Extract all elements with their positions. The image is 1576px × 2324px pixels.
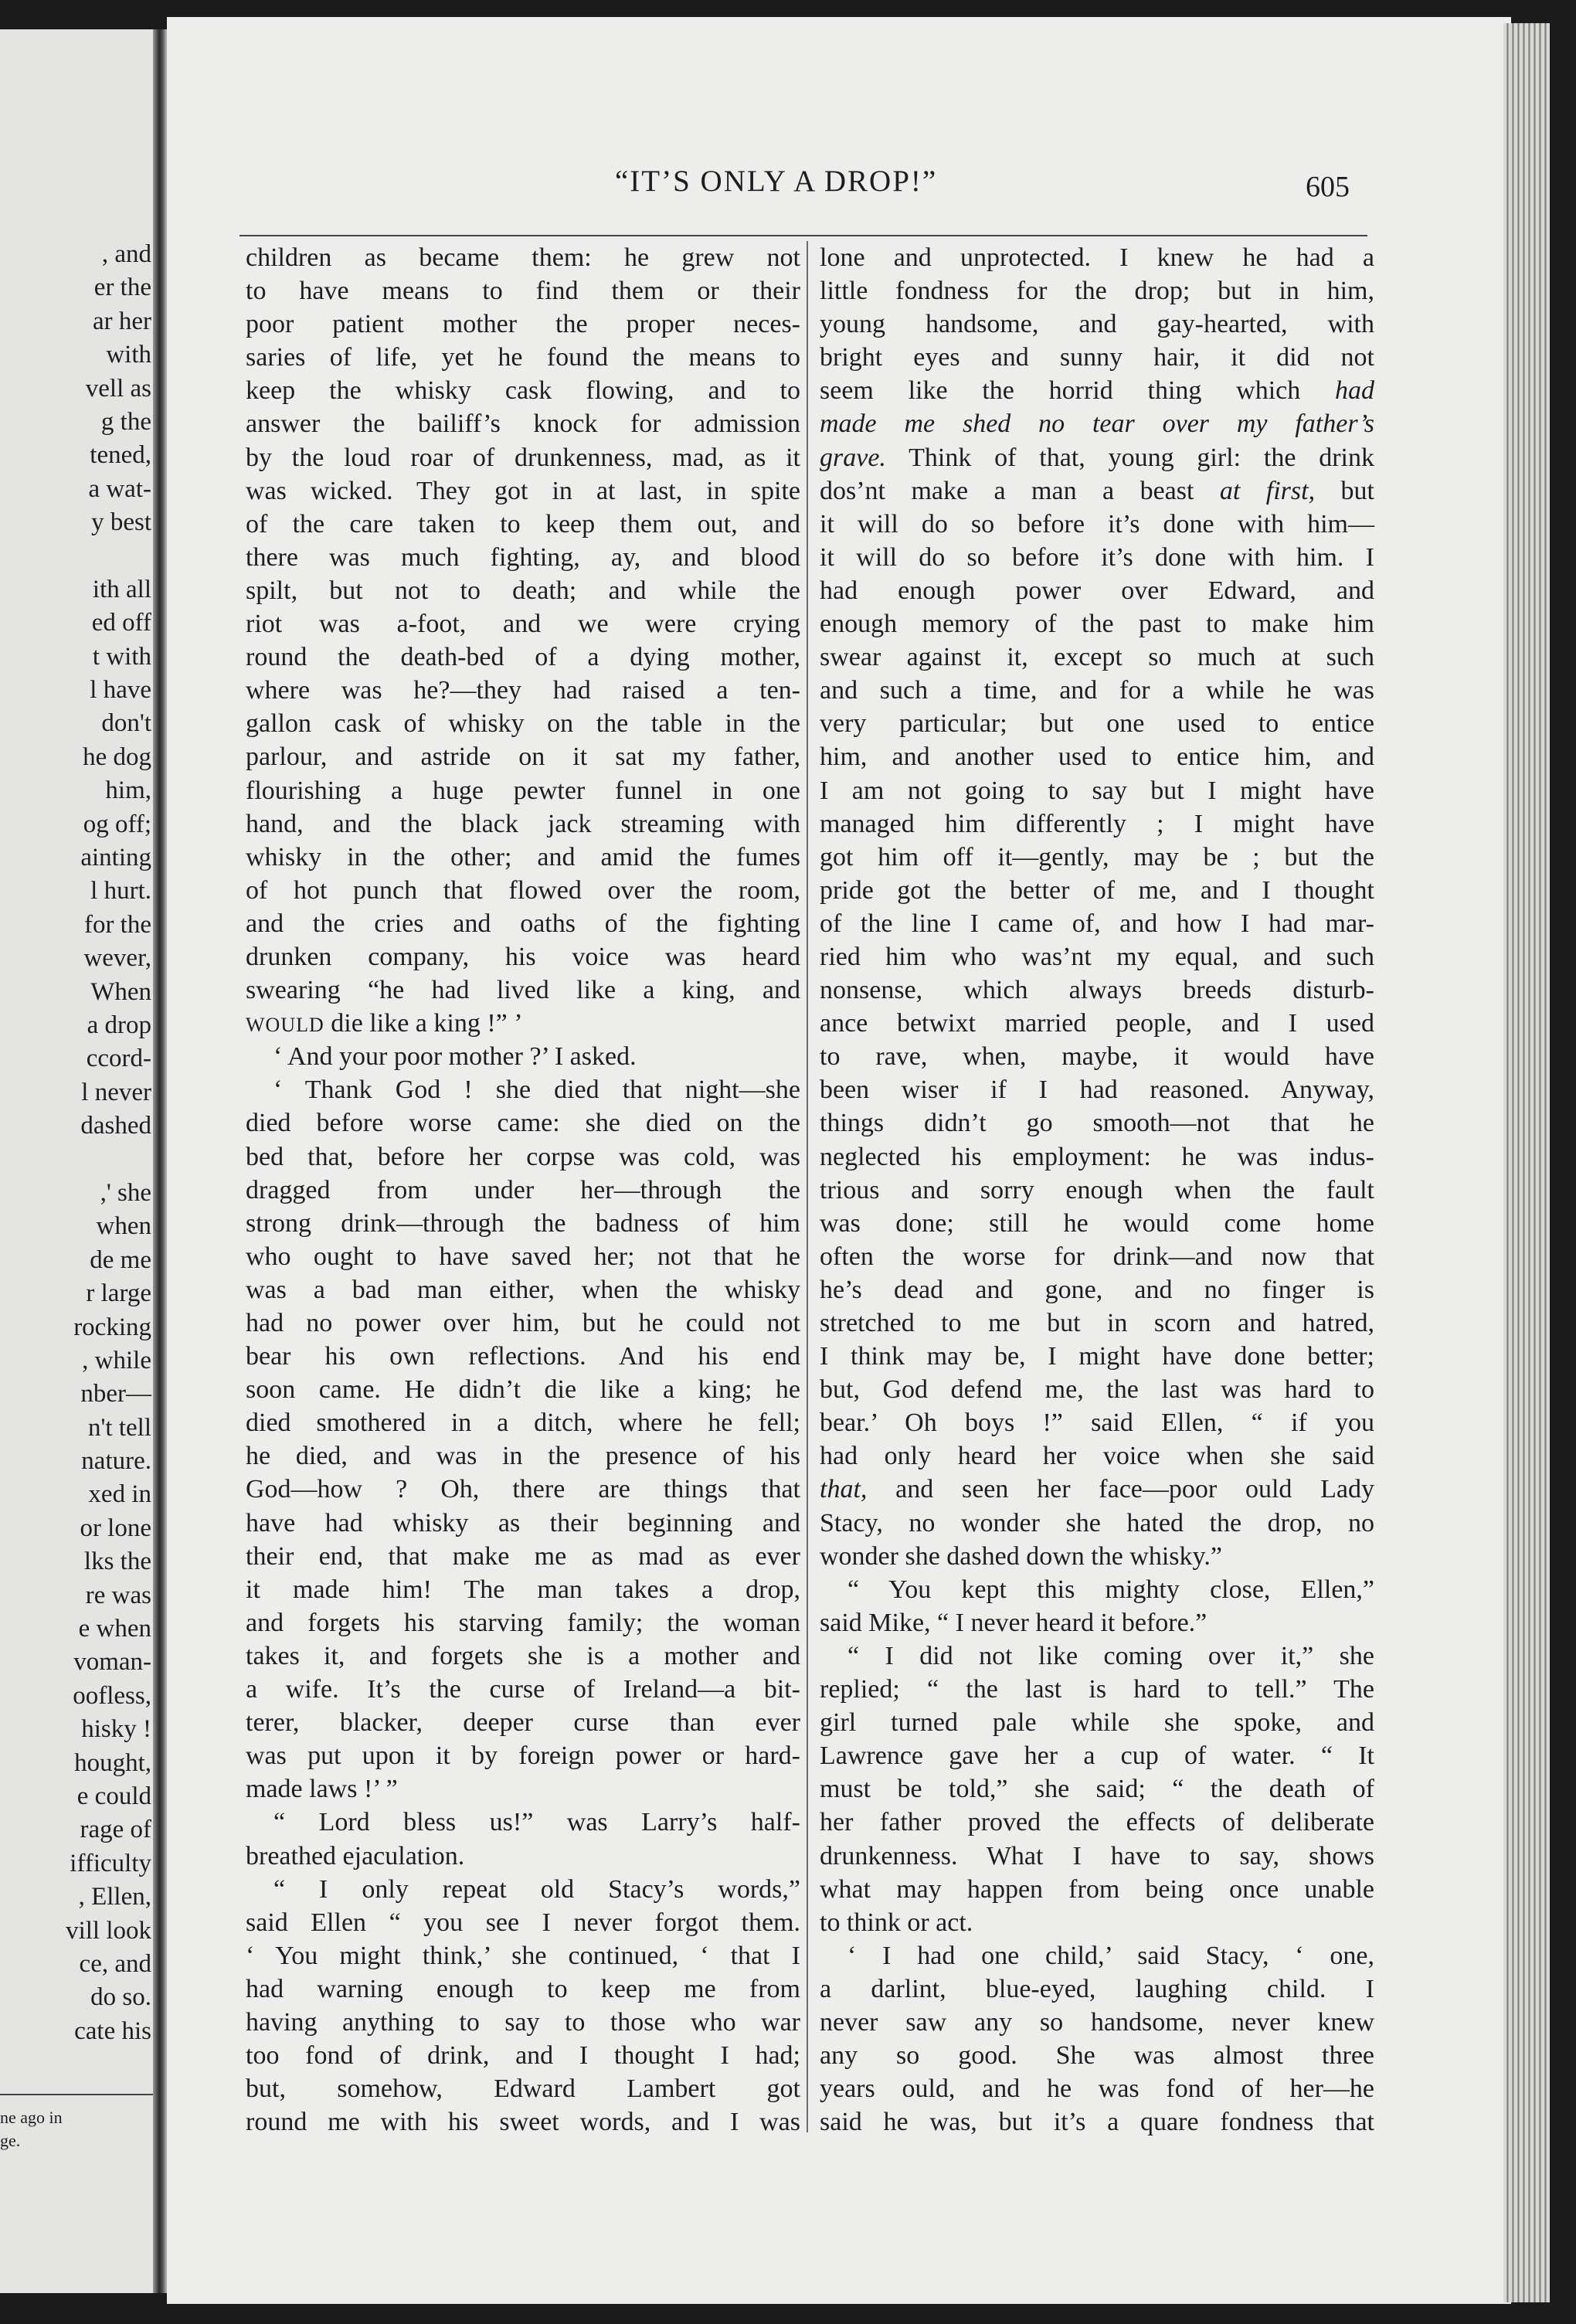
text-line: bear.’ Oh boys !” said Ellen, “ if you xyxy=(820,1408,1374,1438)
facing-page-line: When xyxy=(90,977,151,1006)
text-line: riot was a-foot, and we were crying xyxy=(246,610,800,639)
facing-page-line: ce, and xyxy=(79,1949,151,1978)
facing-page-line: l never xyxy=(81,1078,151,1106)
facing-page-line: e when xyxy=(78,1615,151,1643)
facing-page-line: voman- xyxy=(73,1648,151,1677)
text-line: it will do so before it’s done with him. I xyxy=(820,542,1374,572)
text-line: said he was, but it’s a quare fondness that xyxy=(820,2108,1374,2137)
text-line: have had whisky as their beginning and xyxy=(246,1508,800,1537)
text-line: breathed ejaculation. xyxy=(246,1841,465,1870)
text-line: bed that, before her corpse was cold, was xyxy=(246,1142,800,1171)
text-line: any so good. She was almost three xyxy=(820,2041,1374,2071)
text-line: where was he?—they had raised a ten- xyxy=(246,676,800,705)
text-line: said Ellen “ you see I never forgot them. xyxy=(246,1908,800,1937)
facing-page-line: ifficulty xyxy=(70,1849,151,1877)
text-line: very particular; but one used to entice xyxy=(820,709,1374,739)
facing-page-line: do so. xyxy=(90,1983,151,2012)
text-line: of the care taken to keep them out, and xyxy=(246,509,800,539)
facing-page-line: re was xyxy=(85,1581,151,1609)
text-line: ‘ And your poor mother ?’ I asked. xyxy=(273,1042,637,1072)
text-line: their end, that make me as mad as ever xyxy=(246,1541,800,1571)
facing-page-line: og off; xyxy=(83,810,151,838)
text-line: got him off it—gently, may be ; but the xyxy=(820,842,1374,872)
left-text-column xyxy=(246,241,800,2139)
text-line: swearing “he had lived like a king, and xyxy=(246,976,800,1005)
text-line: poor patient mother the proper neces- xyxy=(246,310,800,339)
text-line: a wife. It’s the curse of Ireland—a bit- xyxy=(246,1675,800,1704)
text-line: had no power over him, but he could not xyxy=(246,1309,800,1337)
text-line: seem like the horrid thing which had xyxy=(820,376,1374,406)
footnote-line: ne ago in xyxy=(0,2108,63,2127)
text-line: girl turned pale while she spoke, and xyxy=(820,1708,1374,1738)
facing-page-line: l hurt. xyxy=(90,877,151,905)
facing-page-text xyxy=(66,238,162,2048)
book-gutter xyxy=(153,29,167,2293)
text-line: hand, and the black jack streaming with xyxy=(246,809,800,838)
text-line: ried him who was’nt my equal, and such xyxy=(820,942,1374,971)
facing-page-line: dashed xyxy=(80,1112,151,1140)
text-line: wonder she dashed down the whisky.” xyxy=(820,1541,1222,1571)
text-line: ‘ I had one child,’ said Stacy, ‘ one, xyxy=(847,1941,1374,1970)
facing-page-line: a wat- xyxy=(88,474,151,503)
facing-page-line: a drop xyxy=(87,1011,151,1039)
text-line: ‘ You might think,’ she continued, ‘ that I xyxy=(246,1941,800,1970)
facing-page-footnote xyxy=(0,2106,63,2152)
text-line: having anything to say to those who war xyxy=(246,2007,800,2037)
text-line: had warning enough to keep me from xyxy=(246,1974,800,2003)
text-line: never saw any so handsome, never knew xyxy=(820,2007,1374,2037)
text-line: children as became them: he grew not xyxy=(246,243,800,272)
text-line: said Mike, “ I never heard it before.” xyxy=(820,1608,1207,1637)
text-line: dragged from under her—through the xyxy=(246,1175,800,1204)
facing-page-line: de me xyxy=(90,1245,151,1274)
facing-page-line: tened, xyxy=(90,441,151,470)
text-line: he died, and was in the presence of his xyxy=(246,1442,800,1471)
facing-page-line: hought, xyxy=(74,1748,151,1777)
facing-page-line: y best xyxy=(91,508,151,537)
text-line: to think or act. xyxy=(820,1908,973,1937)
text-line: gallon cask of whisky on the table in the xyxy=(246,709,800,739)
text-line: I think may be, I might have done better; xyxy=(820,1342,1374,1371)
facing-page-line: wever, xyxy=(83,944,151,973)
text-line: been wiser if I had reasoned. Anyway, xyxy=(820,1075,1374,1105)
text-line: who ought to have saved her; not that he xyxy=(246,1242,800,1271)
text-line: “ Lord bless us!” was Larry’s half- xyxy=(273,1808,800,1837)
text-line: swear against it, except so much at such xyxy=(820,643,1374,672)
text-line: enough memory of the past to make him xyxy=(820,610,1374,639)
text-line: and such a time, and for a while he was xyxy=(820,676,1374,705)
text-line: pride got the better of me, and I thought xyxy=(820,875,1374,905)
facing-page-line: rage of xyxy=(80,1816,151,1844)
text-line: whisky in the other; and amid the fumes xyxy=(246,842,800,872)
facing-page-fragment xyxy=(0,29,162,2293)
text-line: had enough power over Edward, and xyxy=(820,576,1374,605)
facing-page-line: , while xyxy=(82,1346,151,1374)
facing-page-line: ith all xyxy=(92,575,151,603)
text-line: “ I only repeat old Stacy’s words,” xyxy=(273,1874,800,1904)
text-line: made laws !’ ” xyxy=(246,1775,398,1804)
facing-page-line: for the xyxy=(83,910,151,939)
paragraph-gap xyxy=(66,540,162,573)
text-line: I am not going to say but I might have xyxy=(820,776,1374,805)
text-line: it made him! The man takes a drop, xyxy=(246,1575,800,1604)
text-line: drunkenness. What I have to say, shows xyxy=(820,1841,1374,1870)
text-line: must be told,” she said; “ the death of xyxy=(820,1775,1374,1804)
right-text-column xyxy=(820,241,1374,2139)
text-line: him, and another used to entice him, and xyxy=(820,742,1374,772)
text-line: was wicked. They got in at last, in spite xyxy=(246,476,800,505)
text-line: it will do so before it’s done with him— xyxy=(820,509,1374,539)
facing-page-line: rocking xyxy=(73,1313,151,1341)
facing-page-line: ar her xyxy=(92,307,151,335)
text-line: stretched to me but in scorn and hatred, xyxy=(820,1309,1374,1337)
text-line: ance betwixt married people, and I used xyxy=(820,1009,1374,1038)
text-line: her father proved the effects of deliberate xyxy=(820,1808,1374,1837)
text-line: too fond of drink, and I thought I had; xyxy=(246,2041,800,2071)
text-line: “ You kept this mighty close, Ellen,” xyxy=(847,1575,1374,1604)
text-line: by the loud roar of drunkenness, mad, as it xyxy=(246,443,800,472)
text-line: answer the bailiff’s knock for admission xyxy=(246,409,800,439)
text-line: bright eyes and sunny hair, it did not xyxy=(820,343,1374,372)
paragraph-gap xyxy=(66,1143,162,1177)
facing-page-line: ccord- xyxy=(86,1045,151,1073)
text-line: years ould, and he was fond of her—he xyxy=(820,2074,1374,2104)
text-line: WOULD die like a king !” ’ xyxy=(246,1009,523,1038)
facing-page-line: vill look xyxy=(66,1916,151,1945)
text-line: and the cries and oaths of the fighting xyxy=(246,909,800,938)
text-line: nonsense, which always breeds disturb- xyxy=(820,976,1374,1005)
facing-page-line: cate his xyxy=(74,2017,151,2045)
facing-page-line: when xyxy=(96,1212,151,1241)
text-line: made me shed no tear over my father’s xyxy=(820,409,1374,439)
text-line: trious and sorry enough when the fault xyxy=(820,1175,1374,1204)
text-line: but, God defend me, the last was hard to xyxy=(820,1375,1374,1405)
text-line: died before worse came: she died on the xyxy=(246,1109,800,1138)
footnote-rule xyxy=(0,2094,155,2095)
text-line: drunken company, his voice was heard xyxy=(246,942,800,971)
text-line: and forgets his starving family; the woman xyxy=(246,1608,800,1637)
text-line: God—how ? Oh, there are things that xyxy=(246,1475,800,1504)
text-line: Stacy, no wonder she hated the drop, no xyxy=(820,1508,1374,1537)
text-line: little fondness for the drop; but in him, xyxy=(820,277,1374,306)
text-line: soon came. He didn’t die like a king; he xyxy=(246,1375,800,1405)
facing-page-line: him, xyxy=(105,776,151,805)
facing-page-line: e could xyxy=(76,1782,151,1810)
text-line: dos’nt make a man a beast at first, but xyxy=(820,476,1374,505)
facing-page-line: nature. xyxy=(81,1447,151,1476)
text-line: was put upon it by foreign power or hard- xyxy=(246,1741,800,1771)
text-line: takes it, and forgets she is a mother and xyxy=(246,1641,800,1670)
text-line: that, and seen her face—poor ould Lady xyxy=(820,1475,1374,1504)
text-line: was done; still he would come home xyxy=(820,1208,1374,1238)
text-line: to rave, when, maybe, it would have xyxy=(820,1042,1374,1072)
text-line: of the line I came of, and how I had mar- xyxy=(820,909,1374,938)
text-line: round the death-bed of a dying mother, xyxy=(246,643,800,672)
text-line: what may happen from being once unable xyxy=(820,1874,1374,1904)
facing-page-line: or lone xyxy=(80,1514,151,1542)
facing-page-line: g the xyxy=(100,407,151,436)
text-line: things didn’t go smooth—not that he xyxy=(820,1109,1374,1138)
facing-page-line: t with xyxy=(92,642,151,671)
text-line: managed him differently ; I might have xyxy=(820,809,1374,838)
text-line: saries of life, yet he found the means to xyxy=(246,343,800,372)
text-line: replied; “ the last is hard to tell.” The xyxy=(820,1675,1374,1704)
facing-page-line: ainting xyxy=(80,844,151,872)
text-line: but, somehow, Edward Lambert got xyxy=(246,2074,800,2104)
text-line: bear his own reflections. And his end xyxy=(246,1342,800,1371)
text-line: to have means to find them or their xyxy=(246,277,800,306)
running-title: “IT’S ONLY A DROP!” xyxy=(615,165,938,198)
facing-page-line: er the xyxy=(93,274,151,302)
facing-page-line: vell as xyxy=(85,374,151,403)
text-line: of hot punch that flowed over the room, xyxy=(246,875,800,905)
facing-page-line: n't tell xyxy=(87,1413,151,1442)
text-line: flourishing a huge pewter funnel in one xyxy=(246,776,800,805)
text-line: Lawrence gave her a cup of water. “ It xyxy=(820,1741,1374,1771)
facing-page-line: , and xyxy=(101,240,151,268)
text-line: neglected his employment: he was indus- xyxy=(820,1142,1374,1171)
text-line: spilt, but not to death; and while the xyxy=(246,576,800,605)
text-line: was a bad man either, when the whisky xyxy=(246,1275,800,1304)
text-line: there was much fighting, ay, and blood xyxy=(246,542,800,572)
facing-page-line: with xyxy=(106,341,151,369)
facing-page-line: lks the xyxy=(83,1548,151,1576)
header-rule xyxy=(239,235,1367,236)
text-line: young handsome, and gay-hearted, with xyxy=(820,310,1374,339)
column-divider xyxy=(807,241,808,2132)
facing-page-line: ,' she xyxy=(100,1178,151,1207)
facing-page-line: hisky ! xyxy=(81,1715,151,1744)
text-line: ‘ Thank God ! she died that night—she xyxy=(273,1075,800,1105)
text-line: terer, blacker, deeper curse than ever xyxy=(246,1708,800,1738)
text-line: keep the whisky cask flowing, and to xyxy=(246,376,800,406)
facing-page-line: , Ellen, xyxy=(78,1883,151,1911)
text-line: “ I did not like coming over it,” she xyxy=(847,1641,1374,1670)
facing-page-line: l have xyxy=(90,676,151,705)
facing-page-line: nber— xyxy=(80,1380,151,1408)
text-line: he’s dead and gone, and no finger is xyxy=(820,1275,1374,1304)
text-line: died smothered in a ditch, where he fell; xyxy=(246,1408,800,1438)
footnote-line: ge. xyxy=(0,2131,21,2150)
text-line: grave. Think of that, young girl: the drink xyxy=(820,443,1374,472)
facing-page-line: he dog xyxy=(83,742,151,771)
facing-page-line: ed off xyxy=(91,609,151,637)
text-line: had only heard her voice when she said xyxy=(820,1442,1374,1471)
page-number: 605 xyxy=(1306,171,1350,203)
text-line: round me with his sweet words, and I was xyxy=(246,2108,800,2137)
text-line: lone and unprotected. I knew he had a xyxy=(820,243,1374,272)
facing-page-line: r large xyxy=(86,1279,151,1308)
page-edges xyxy=(1503,23,1550,2302)
facing-page-line: oofless, xyxy=(73,1681,151,1710)
text-line: often the worse for drink—and now that xyxy=(820,1242,1374,1271)
text-line: parlour, and astride on it sat my father, xyxy=(246,742,800,772)
facing-page-line: don't xyxy=(101,709,151,738)
facing-page-line: xed in xyxy=(88,1480,151,1509)
text-line: a darlint, blue-eyed, laughing child. I xyxy=(820,1974,1374,2003)
text-line: strong drink—through the badness of him xyxy=(246,1208,800,1238)
